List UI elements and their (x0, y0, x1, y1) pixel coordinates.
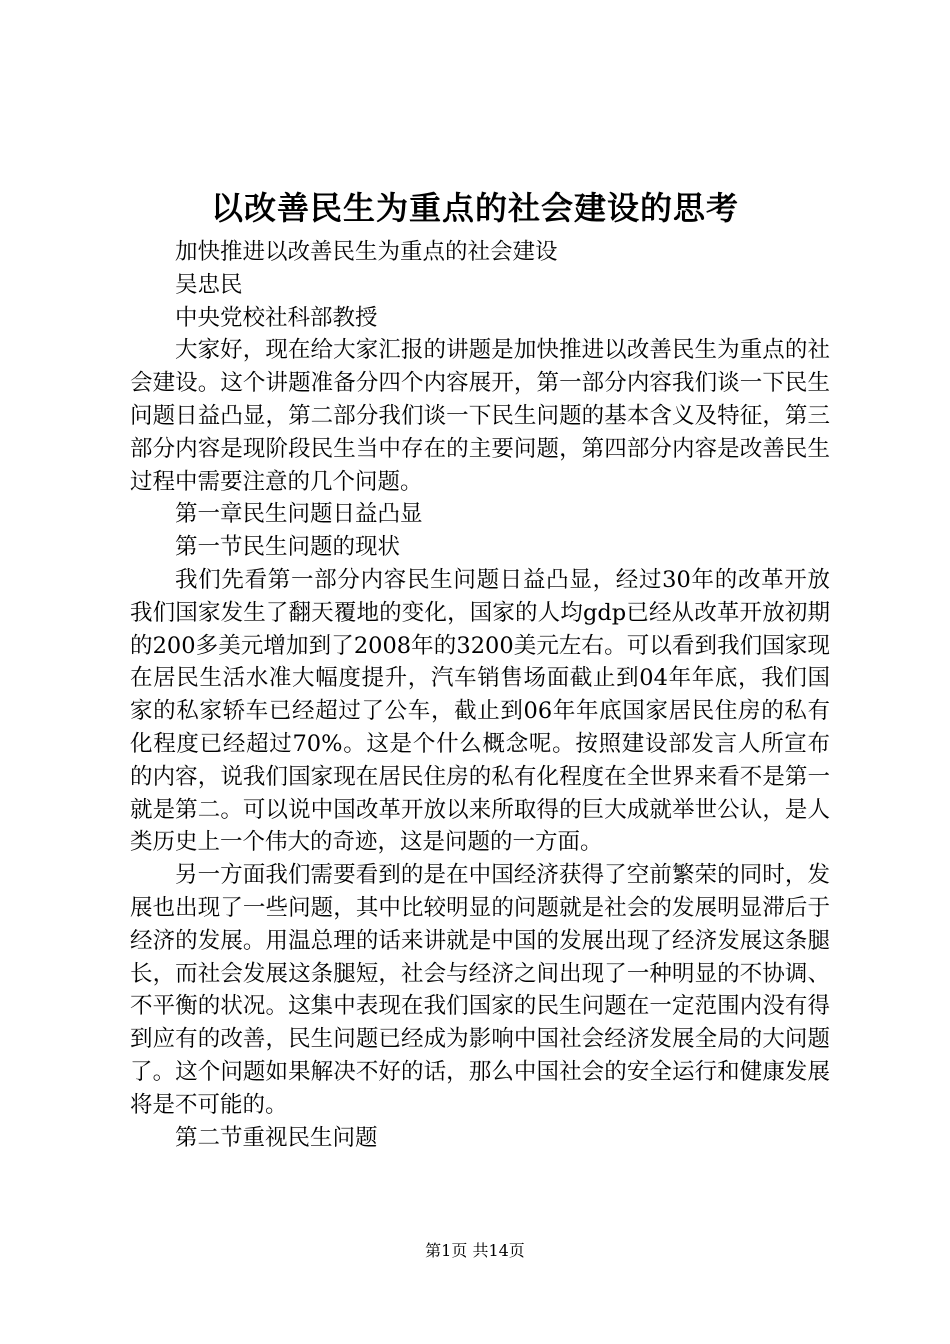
document-body (130, 236, 830, 1154)
page-footer: 第1页 共14页 (425, 1241, 525, 1260)
document-title: 以改善民生为重点的社会建设的思考 (210, 189, 739, 227)
section-heading: 第一节民生问题的现状 (175, 534, 401, 561)
chapter-heading: 第一章民生问题日益凸显 (175, 501, 423, 528)
section-heading: 第二节重视民生问题 (175, 1124, 378, 1151)
body-paragraph: 另一方面我们需要看到的是在中国经济获得了空前繁荣的同时，发展也出现了一些问题，其中比较明显的问题就是社会的发展明显滞后于经济的发展。用温总理的话来讲就是中国的发展出现了经济发展这条腿长，而社会发展这条腿短，社会与经济之间出现了一种明显的不协调、不平衡的状况。这集中表现在我们国家的民生问题在一定范围内没有得到应有的改善，民生问题已经成为影响中国社会经济发展全局的大问题了。这个问题如果解决不好的话，那么中国社会的安全运行和健康发展将是不可能的。 (130, 862, 830, 1118)
author-name: 吴忠民 (175, 271, 243, 298)
body-paragraph: 大家好，现在给大家汇报的讲题是加快推进以改善民生为重点的社会建设。这个讲题准备分四个内容展开，第一部分内容我们谈一下民生问题日益凸显，第二部分我们谈一下民生问题的基本含义及特征，第三部分内容是现阶段民生当中存在的主要问题，第四部分内容是改善民生过程中需要注意的几个问题。 (130, 337, 830, 495)
body-paragraph: 我们先看第一部分内容民生问题日益凸显，经过30年的改革开放我们国家发生了翻天覆地的变化，国家的人均gdp已经从改革开放初期的200多美元增加到了2008年的3200美元左右。可以看到我们国家现在居民生活水准大幅度提升，汽车销售场面截止到04年年底，我们国家的私家轿车已经超过了公车，截止到06年年底国家居民住房的私有化程度已经超过70%。这是个什么概念呢。按照建设部发言人所宣布的内容，说我们国家现在居民住房的私有化程度在全世界来看不是第一就是第二。可以说中国改革开放以来所取得的巨大成就举世公认，是人类历史上一个伟大的奇迹，这是问题的一方面。 (130, 566, 830, 856)
subtitle-paragraph: 加快推进以改善民生为重点的社会建设 (175, 239, 558, 265)
author-affiliation: 中央党校社科部教授 (175, 304, 378, 331)
